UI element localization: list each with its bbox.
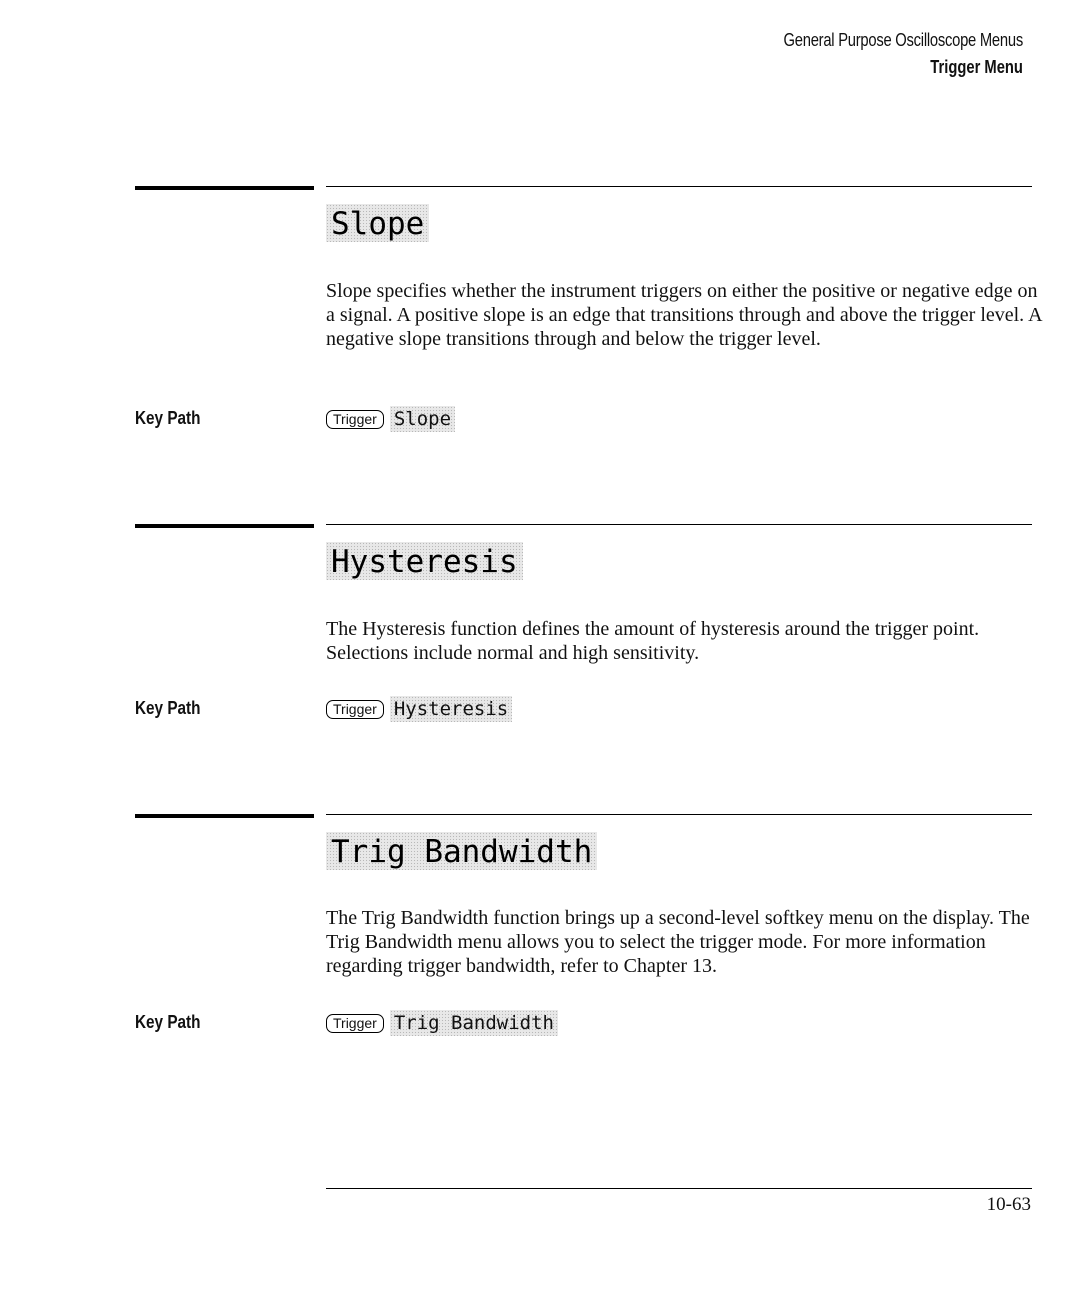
section-title-softkey: Trig Bandwidth <box>326 832 597 870</box>
hysteresis-softkey: Hysteresis <box>390 696 512 722</box>
section-body: The Hysteresis function defines the amount of hysteresis around the trigger point. Selections include normal and high sensitivity. <box>326 618 980 664</box>
section-rule-thin <box>326 186 1032 187</box>
key-path-label: Key Path <box>135 408 201 428</box>
section-rule-thick <box>135 186 314 190</box>
slope-softkey: Slope <box>390 406 455 432</box>
key-path <box>326 406 455 432</box>
key-path-label: Key Path <box>135 1012 201 1032</box>
key-path <box>326 696 512 722</box>
section-title-softkey: Slope <box>326 204 429 242</box>
section-body: The Trig Bandwidth function brings up a second-level softkey menu on the display. The Trig Bandwidth menu allows you to select the trigger mode. For more information regarding trigger bandwidth, refer to Chapter 13. <box>326 907 1030 977</box>
trigger-hardkey: Trigger <box>326 1014 384 1033</box>
section-title: Trigger Menu <box>930 57 1023 77</box>
section-rule-thick <box>135 524 314 528</box>
section-title-softkey: Hysteresis <box>326 542 523 580</box>
trigger-hardkey: Trigger <box>326 410 384 429</box>
trig-bandwidth-softkey: Trig Bandwidth <box>390 1010 558 1036</box>
key-path <box>326 1010 558 1036</box>
key-path-label: Key Path <box>135 698 201 718</box>
page-number: 10-63 <box>986 1194 1031 1215</box>
running-head <box>731 30 1023 78</box>
trigger-hardkey: Trigger <box>326 700 384 719</box>
section-rule-thick <box>135 814 314 818</box>
section-rule-thin <box>326 814 1032 815</box>
footer-rule <box>326 1188 1032 1189</box>
section-body: Slope specifies whether the instrument triggers on either the positive or negative edge on a signal. A positive slope is an edge that transitions through and above the trigger level. A negative slope transitions through and below the trigger level. <box>326 280 1042 350</box>
section-rule-thin <box>326 524 1032 525</box>
chapter-title: General Purpose Oscilloscope Menus <box>783 30 1023 50</box>
